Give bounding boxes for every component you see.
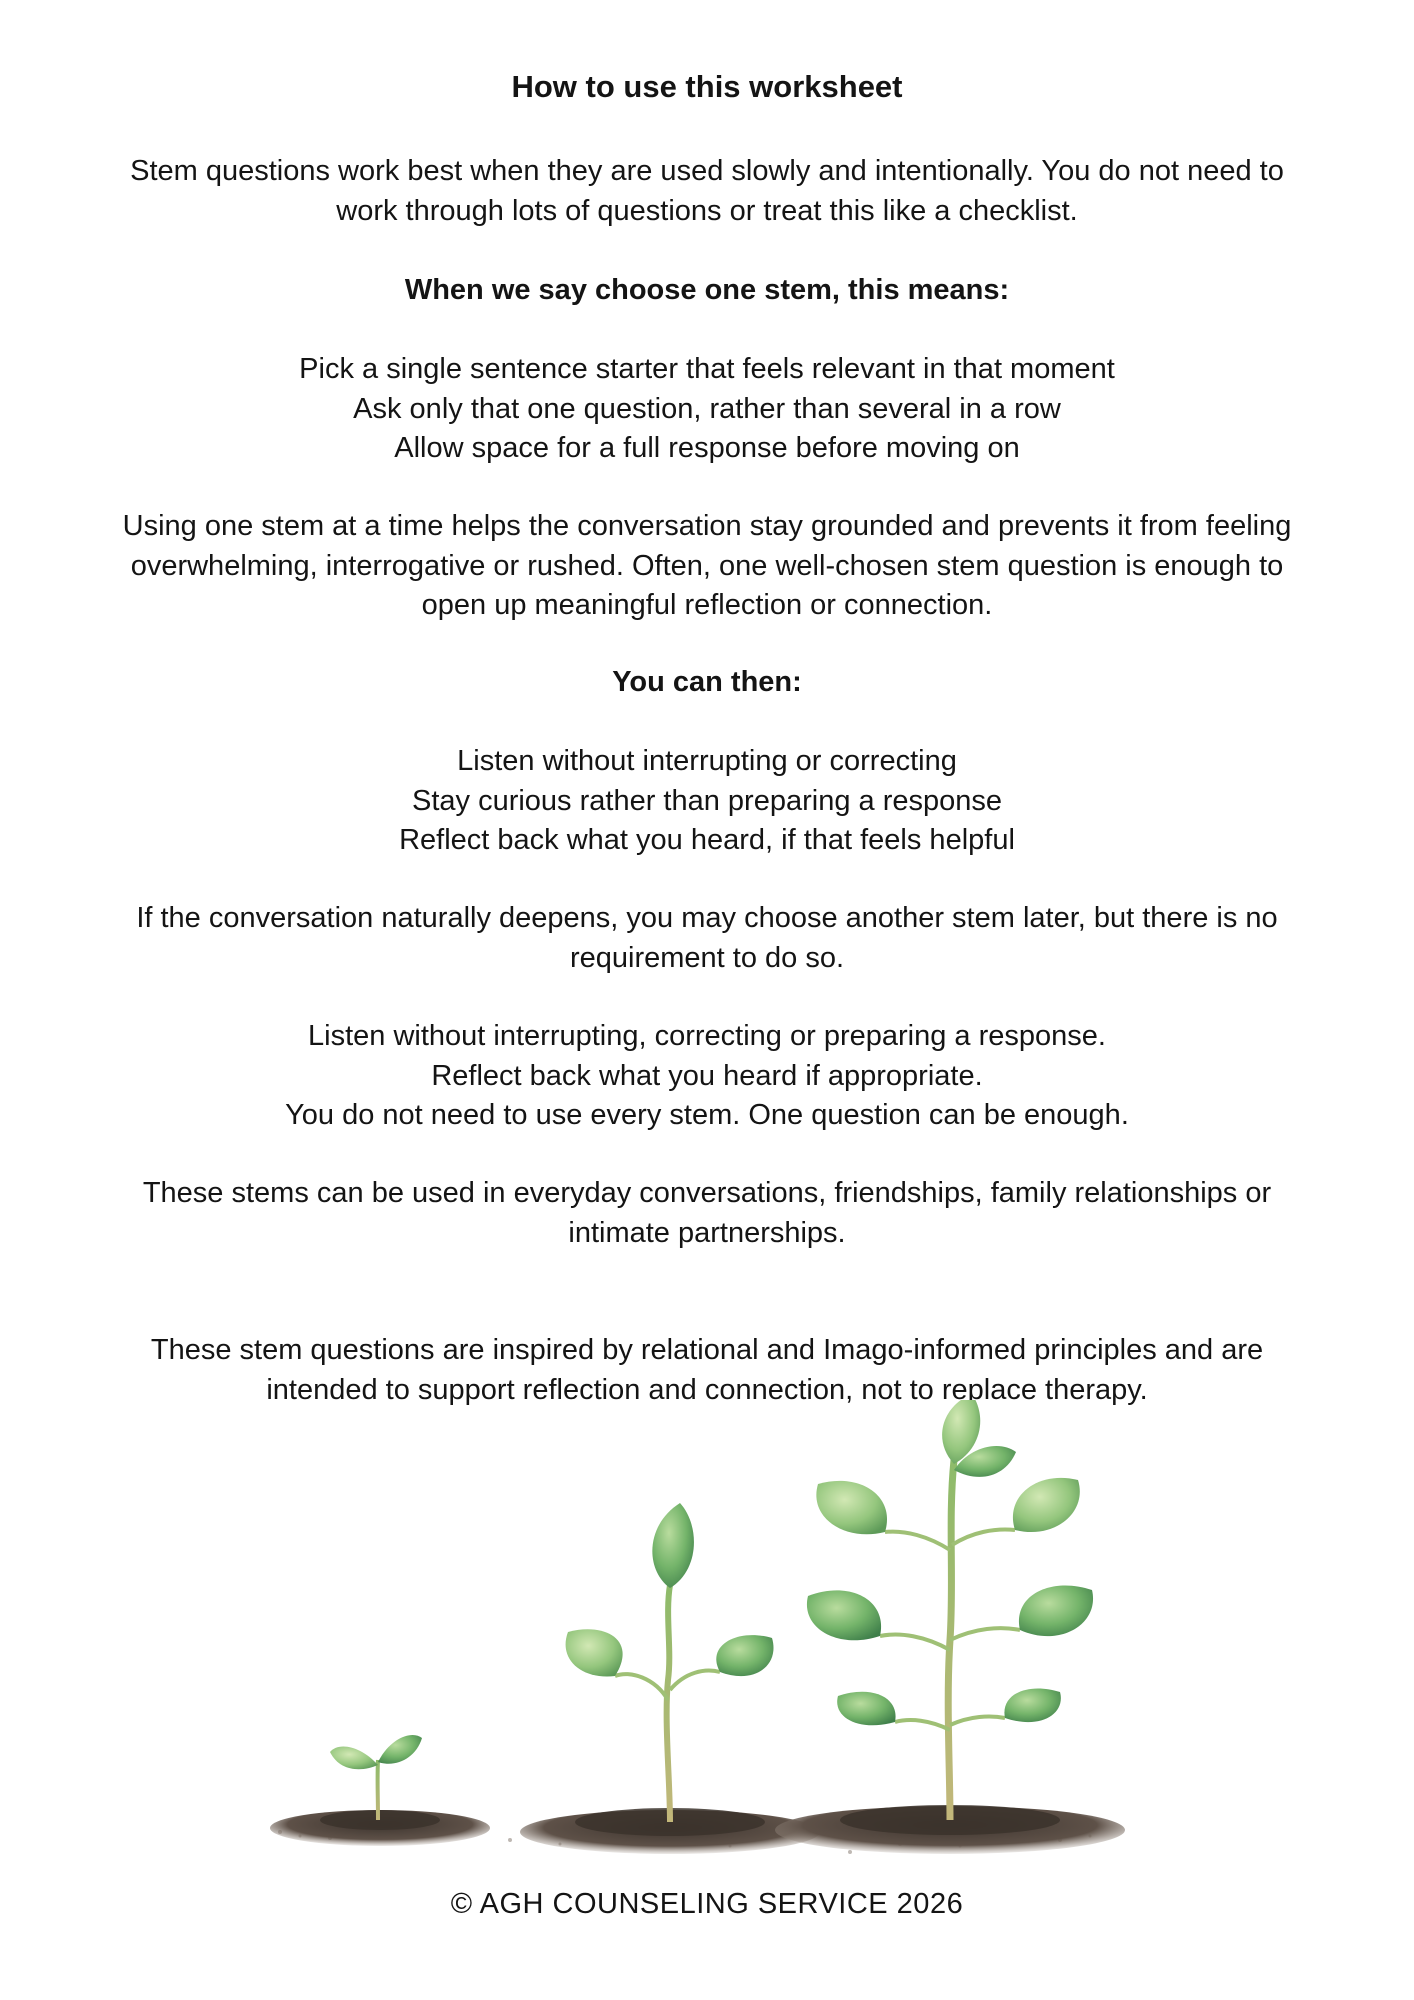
list-item: Pick a single sentence starter that feels relevant in that moment [299,353,1115,385]
leaf [652,1503,694,1588]
leaf [566,1629,623,1676]
leaf [378,1735,422,1764]
leaf [716,1635,773,1676]
leaf [816,1481,887,1534]
list-item: You do not need to use every stem. One question can be enough. [285,1099,1129,1131]
disclaimer-paragraph [60,1331,1354,1410]
paragraph-line: intimate partnerships. [568,1216,846,1249]
list-item: Stay curious rather than preparing a response [411,784,1002,817]
you-can-then-list [60,742,1354,861]
paragraph-line: Using one stem at a time helps the conversation stay grounded and prevents it from feeling [122,510,1292,542]
list-item: Listen without interrupting or correcting [457,745,957,777]
reminders-list [60,1017,1354,1136]
leaf [1013,1478,1080,1532]
list-item: Allow space for a full response before moving on [394,432,1020,464]
intro-paragraph [60,152,1354,231]
paragraph-line: open up meaningful reflection or connection. [421,589,993,621]
intro-line: work through lots of questions or treat this like a checklist. [336,194,1078,227]
page-title: How to use this worksheet [511,69,903,104]
young-plant [520,1503,820,1854]
leaf [807,1590,881,1640]
paragraph-line: overwhelming, interrogative or rushed. Often, one well-chosen stem question is enough to [130,549,1284,582]
paragraph-line: requirement to do so. [569,941,845,974]
leaf [330,1746,378,1769]
list-item: Reflect back what you heard if appropriate. [431,1059,983,1092]
mature-plant [775,1400,1125,1854]
choose-stem-heading: When we say choose one stem, this means: [404,274,1010,306]
paragraph-line: intended to support reflection and connection, not to replace therapy. [266,1373,1148,1406]
plant-growth-illustration [260,1400,1160,1870]
intro-line: Stem questions work best when they are used slowly and intentionally. You do not need to [130,155,1284,187]
one-stem-paragraph [60,507,1354,626]
you-can-then-heading: You can then: [612,666,802,698]
copyright-footer: © AGH COUNSELING SERVICE 2026 [450,1888,964,1920]
leaf [1019,1585,1093,1636]
paragraph-line: These stem questions are inspired by relational and Imago-informed principles and are [150,1334,1264,1366]
choose-stem-list [60,350,1354,469]
deepen-paragraph [60,899,1354,978]
paragraph-line: If the conversation naturally deepens, you may choose another stem later, but there is no [136,902,1278,934]
contexts-paragraph [60,1174,1354,1253]
paragraph-line: These stems can be used in everyday conversations, friendships, family relationships or [142,1177,1272,1209]
list-item: Listen without interrupting, correcting or preparing a response. [308,1020,1106,1052]
list-item: Reflect back what you heard, if that feels helpful [399,824,1015,856]
leaf [837,1692,895,1726]
list-item: Ask only that one question, rather than several in a row [353,392,1061,425]
leaf [1004,1688,1060,1722]
seedling-small [270,1735,490,1846]
